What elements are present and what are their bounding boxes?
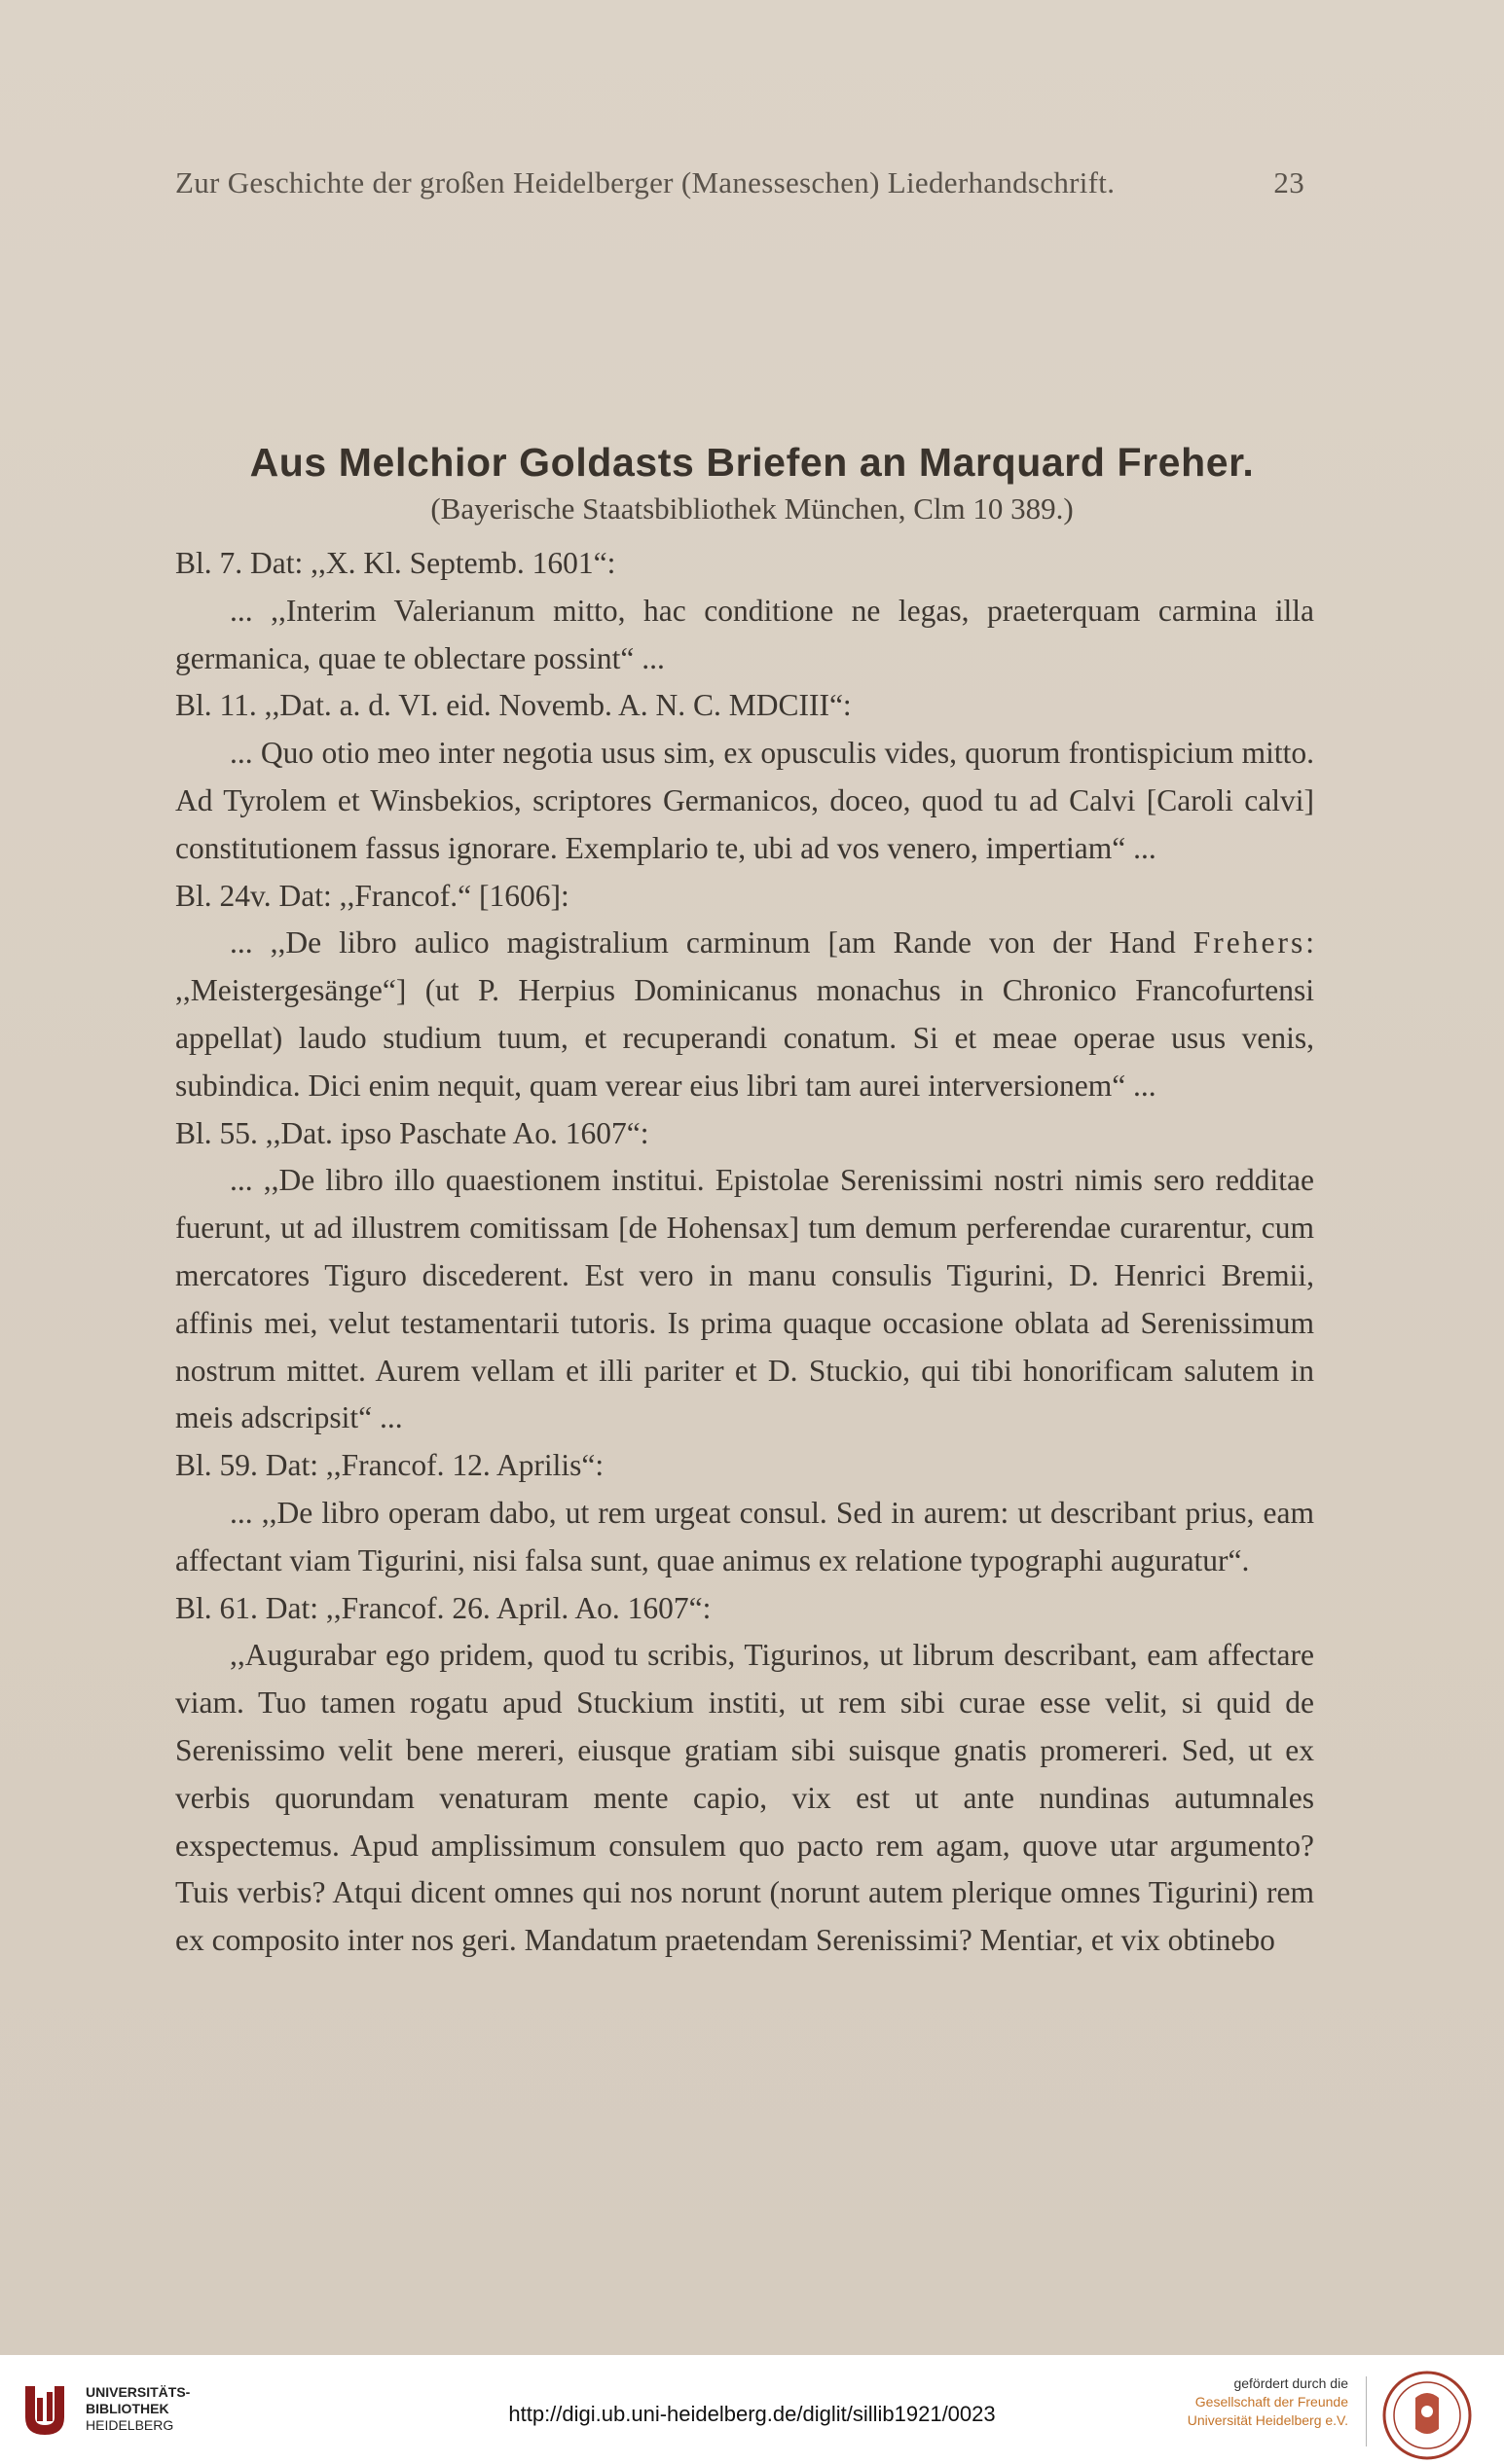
footer-divider (1366, 2376, 1367, 2446)
page-number: 23 (1273, 165, 1304, 199)
sponsor-block: gefördert durch die Gesellschaft der Freunde Universität Heidelberg e.V. (1187, 2375, 1348, 2428)
entry-quote: ... ,,De libro aulico magistralium carminum [am Rande von der Hand Frehers: ,,Meistergesänge“] (ut P. Herpius Dominicanus monachus in Chronico Francofurtensi appellat) laudo studium tuum, et recuperandi conatum. Si et meae operae usus venis, subindica. Dici enim nequit, quam verear eius libri tam aurei interversionem“ ... (175, 925, 1314, 1103)
library-name: UNIVERSITÄTS- BIBLIOTHEK HEIDELBERG (86, 2384, 191, 2433)
permalink[interactable]: http://digi.ub.uni-heidelberg.de/diglit/sillib1921/0023 (508, 2402, 996, 2426)
university-seal-icon (1380, 2369, 1474, 2462)
entry-heading: Bl. 11. ,,Dat. a. d. VI. eid. Novemb. A. N. C. MDCIII“: (175, 688, 852, 723)
section-title: Aus Melchior Goldasts Briefen an Marquard Freher. (249, 440, 1255, 485)
entry-heading: Bl. 55. ,,Dat. ipso Paschate Ao. 1607“: (175, 1115, 649, 1150)
digitization-footer (0, 2355, 1504, 2464)
letter-excerpts (175, 540, 1314, 1965)
entry-heading: Bl. 24v. Dat: ,,Francof.“ [1606]: (175, 878, 569, 913)
running-head-title: Zur Geschichte der großen Heidelberger (Manesseschen) Liederhandschrift. (175, 165, 1116, 199)
entry-heading: Bl. 59. Dat: ,,Francof. 12. Aprilis“: (175, 1448, 605, 1483)
entry-quote: ... Quo otio meo inter negotia usus sim, ex opusculis vides, quorum frontispicium mitto. Ad Tyrolem et Winsbekios, scriptores Germanicos, doceo, quod tu ad Calvi [Caroli calvi] constitutionem fassus ignorare. Exemplario te, ubi ad vos venero, impertiam“ ... (175, 736, 1314, 865)
source-citation: (Bayerische Staatsbibliothek München, Clm 10 389.) (430, 491, 1074, 525)
entry-heading: Bl. 61. Dat: ,,Francof. 26. April. Ao. 1607“: (175, 1590, 712, 1625)
entry-quote: ... ,,De libro illo quaestionem institui. Epistolae Serenissimi nostri nimis sero redditae fuerunt, ut ad illustrem comitissam [de Hohensax] tum demum perferendae curarentur, cum mercatores Tiguro discederent. Est vero in manu consulis Tigurini, D. Henrici Bremii, affinis mei, velut testamentarii tutoris. Is prima quaque occasione oblata ad Serenissimum nostrum mittet. Aurem vellam et illi pariter et D. Stuckio, qui tibi honorificam salutem in meis adscripsit“ ... (175, 1163, 1314, 1435)
spaced-name: Frehers (1192, 925, 1306, 960)
entry-quote: ... ,,Interim Valerianum mitto, hac conditione ne legas, praeterquam carmina illa germanica, quae te oblectare possint“ ... (175, 593, 1314, 675)
entry-heading: Bl. 7. Dat: ,,X. Kl. Septemb. 1601“: (175, 546, 616, 580)
entry-quote: ,,Augurabar ego pridem, quod tu scribis, Tigurinos, ut librum describant, eam affectare viam. Tuo tamen rogatu apud Stuckium institi, ut rem sibi curae esse velit, si quid de Serenissimo velit bene mereri, eiusque gratiam sibi suisque gnatis promereri. Sed, ut ex verbis quorundam venaturam mente capio, vix est ut ante nundinas autumnales exspectemus. Apud amplissimum consulem quo pacto rem agam, quove utar argumento? Tuis verbis? Atqui dicent omnes qui nos norunt (norunt autem plerique omnes Tigurini) rem ex composito inter nos geri. Mandatum praetendam Serenissimi? Mentiar, et vix obtinebo (175, 1638, 1314, 1958)
running-head (175, 165, 1304, 200)
entry-quote: ... ,,De libro operam dabo, ut rem urgeat consul. Sed in aurem: ut describant prius, eam affectant viam Tigurini, nisi falsa sunt, quae animus ex relatione typographi auguratur“. (175, 1495, 1314, 1577)
